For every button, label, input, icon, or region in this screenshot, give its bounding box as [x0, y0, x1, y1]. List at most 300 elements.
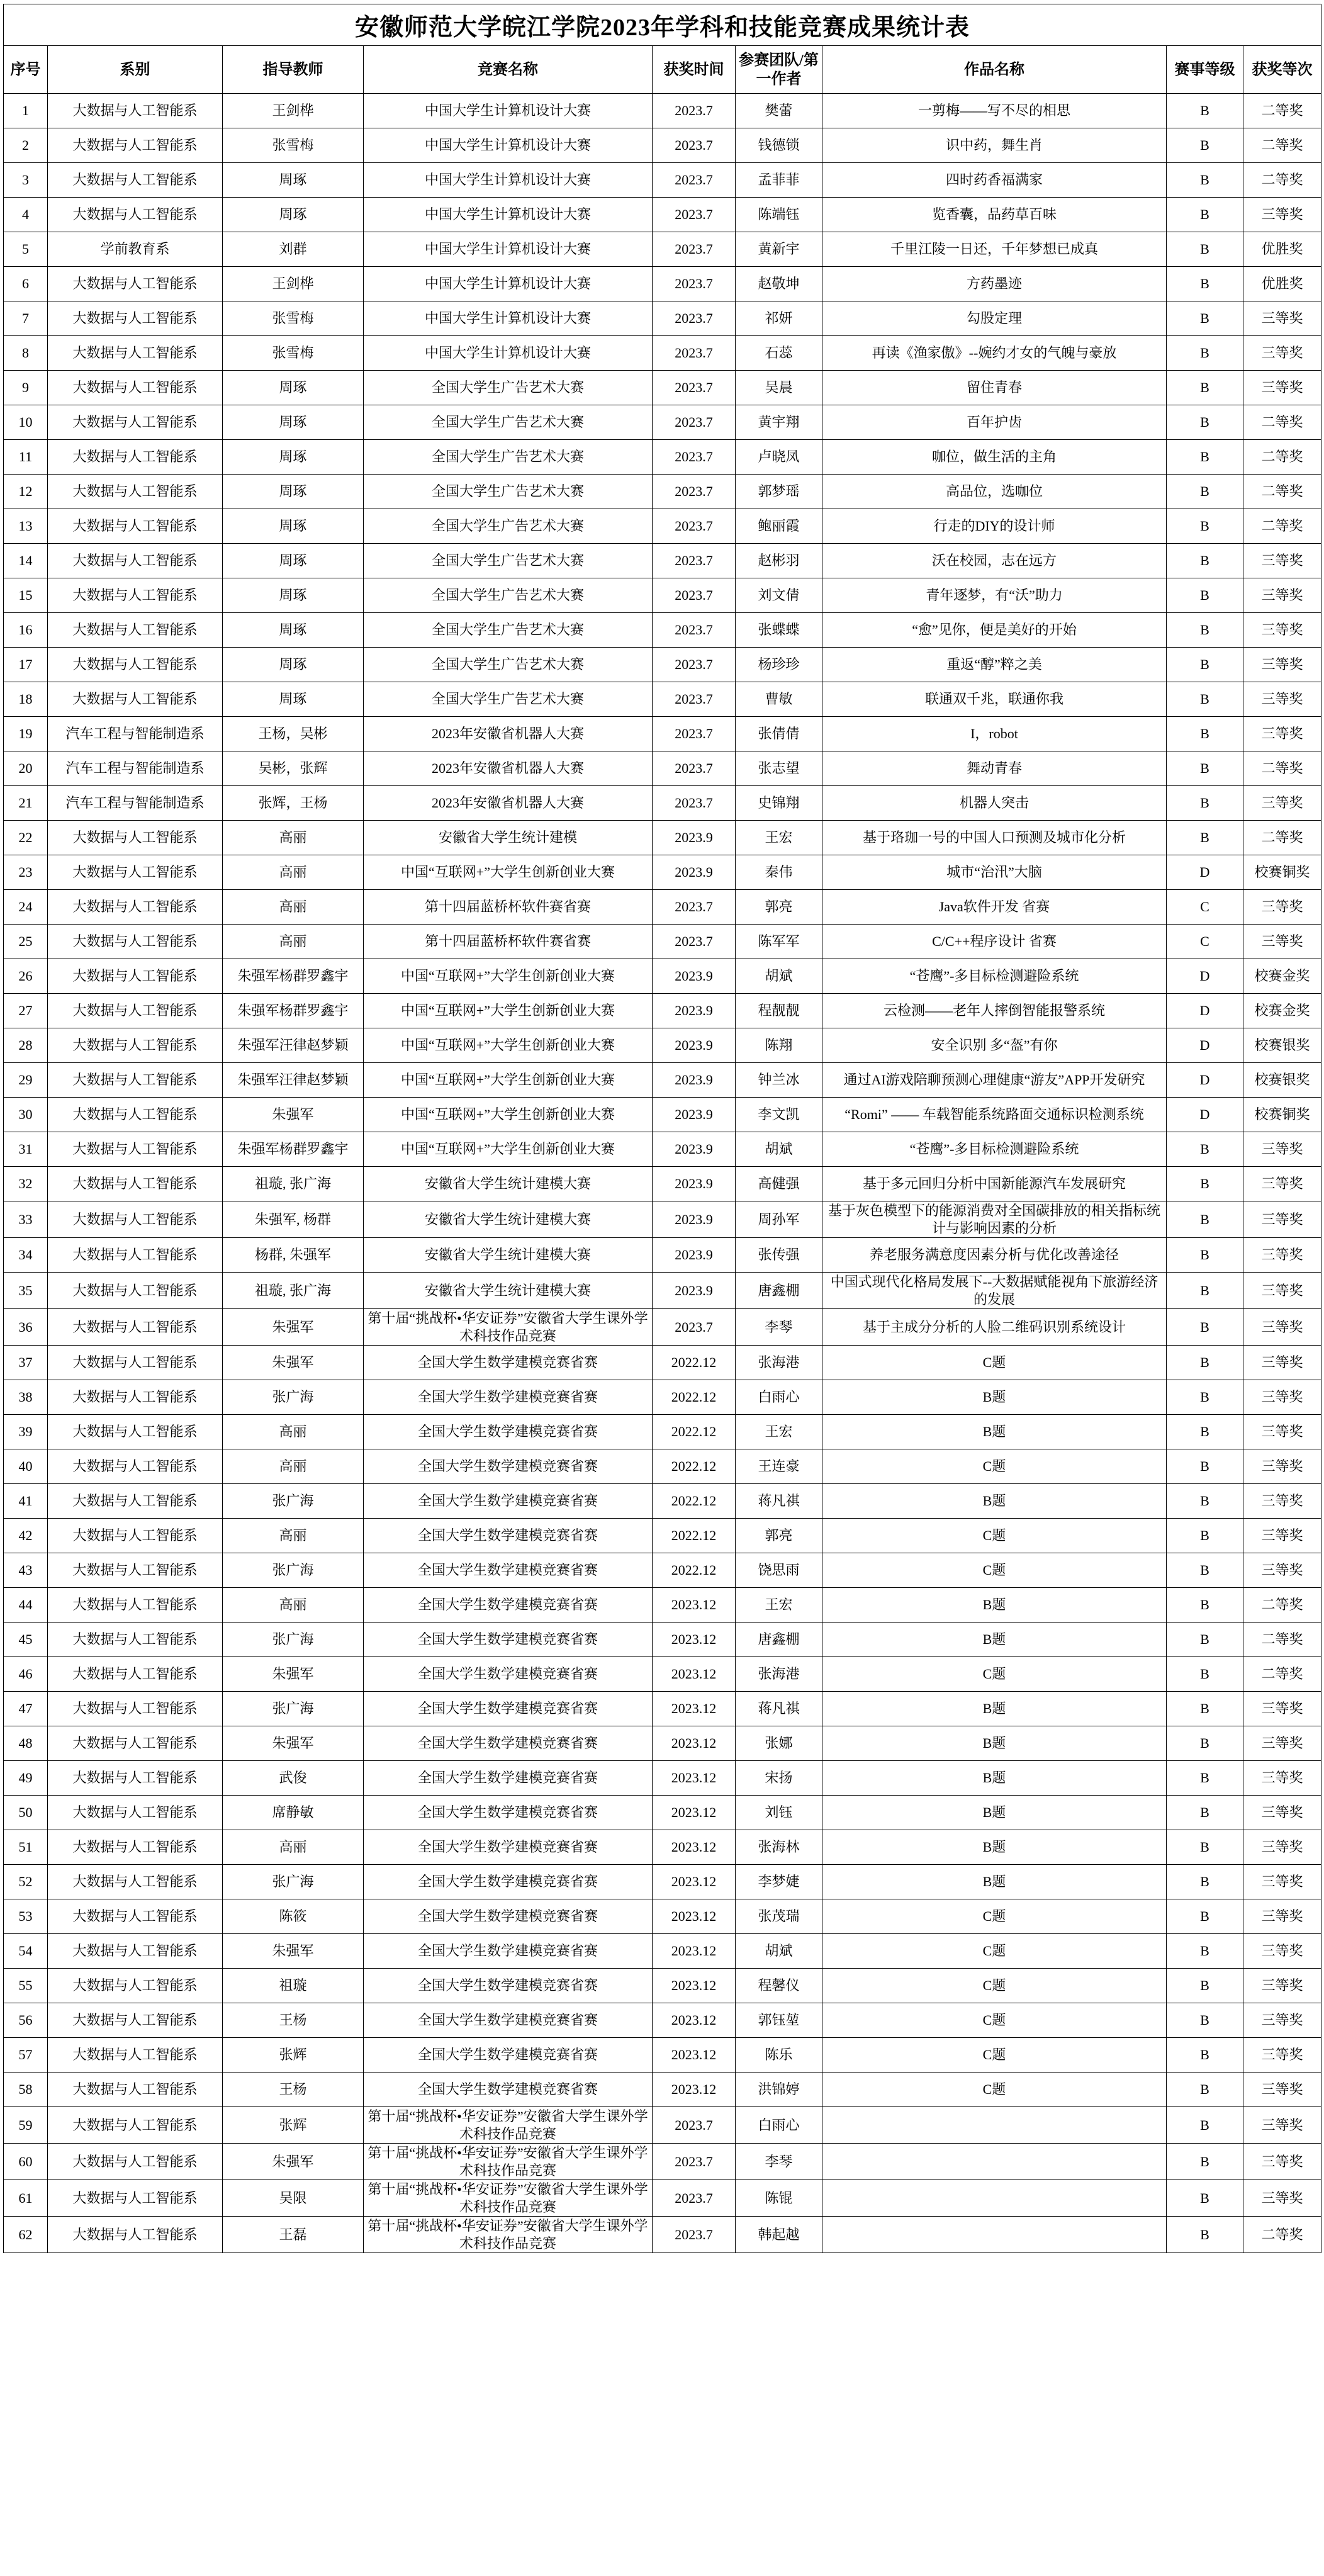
table-row	[4, 440, 1321, 475]
cell-award: 二等奖	[1243, 405, 1321, 440]
cell-teacher: 张广海	[223, 1623, 364, 1657]
cell-award: 三等奖	[1243, 648, 1321, 682]
cell-level: B	[1167, 128, 1243, 163]
cell-work: C题	[822, 2003, 1167, 2038]
cell-competition: 2023年安徽省机器人大赛	[364, 717, 653, 751]
cell-team-author: 王宏	[736, 1588, 822, 1623]
cell-competition: 中国大学生计算机设计大赛	[364, 198, 653, 232]
cell-department: 大数据与人工智能系	[48, 475, 223, 509]
table-row	[4, 821, 1321, 855]
cell-teacher: 张广海	[223, 1865, 364, 1899]
cell-level: B	[1167, 198, 1243, 232]
cell-competition: 全国大学生广告艺术大赛	[364, 405, 653, 440]
table-row	[4, 1063, 1321, 1098]
cell-teacher: 朱强军杨群罗鑫宇	[223, 959, 364, 994]
cell-time: 2023.7	[653, 440, 736, 475]
cell-department: 大数据与人工智能系	[48, 1726, 223, 1761]
cell-no: 18	[4, 682, 48, 717]
cell-department: 大数据与人工智能系	[48, 301, 223, 336]
cell-competition: 中国“互联网+”大学生创新创业大赛	[364, 1063, 653, 1098]
cell-work: C题	[822, 2073, 1167, 2107]
cell-level: B	[1167, 1380, 1243, 1415]
cell-work	[822, 2180, 1167, 2217]
cell-team-author: 郭钰堃	[736, 2003, 822, 2038]
cell-level: B	[1167, 1761, 1243, 1796]
cell-competition: 全国大学生数学建模竞赛省赛	[364, 1830, 653, 1865]
cell-department: 大数据与人工智能系	[48, 1796, 223, 1830]
cell-work: B题	[822, 1761, 1167, 1796]
cell-time: 2023.9	[653, 1201, 736, 1238]
page-title: 安徽师范大学皖江学院2023年学科和技能竞赛成果统计表	[4, 4, 1321, 46]
cell-work: B题	[822, 1623, 1167, 1657]
cell-work: 基于灰色模型下的能源消费对全国碳排放的相关指标统计与影响因素的分析	[822, 1201, 1167, 1238]
cell-work: 览香囊，品药草百味	[822, 198, 1167, 232]
cell-team-author: 李琴	[736, 1309, 822, 1346]
cell-department: 大数据与人工智能系	[48, 1969, 223, 2003]
cell-time: 2023.7	[653, 2144, 736, 2180]
cell-competition: 全国大学生数学建模竞赛省赛	[364, 1969, 653, 2003]
cell-level: B	[1167, 1484, 1243, 1519]
cell-teacher: 高丽	[223, 1415, 364, 1449]
cell-no: 1	[4, 94, 48, 128]
cell-work: “苍鹰”-多目标检测避险系统	[822, 1132, 1167, 1167]
cell-award: 三等奖	[1243, 1969, 1321, 2003]
cell-award: 三等奖	[1243, 613, 1321, 648]
cell-work: C题	[822, 1899, 1167, 1934]
cell-department: 大数据与人工智能系	[48, 2180, 223, 2217]
cell-time: 2022.12	[653, 1380, 736, 1415]
cell-time: 2022.12	[653, 1553, 736, 1588]
table-row	[4, 1553, 1321, 1588]
col-head-competition: 竞赛名称	[364, 46, 653, 94]
cell-award: 三等奖	[1243, 1934, 1321, 1969]
cell-competition: 全国大学生数学建模竞赛省赛	[364, 1899, 653, 1934]
cell-teacher: 周琢	[223, 198, 364, 232]
cell-time: 2023.12	[653, 2073, 736, 2107]
cell-department: 大数据与人工智能系	[48, 94, 223, 128]
cell-team-author: 韩起越	[736, 2217, 822, 2253]
cell-level: B	[1167, 301, 1243, 336]
cell-award: 三等奖	[1243, 1553, 1321, 1588]
cell-competition: 2023年安徽省机器人大赛	[364, 786, 653, 821]
cell-work: 中国式现代化格局发展下--大数据赋能视角下旅游经济的发展	[822, 1273, 1167, 1309]
cell-competition: 中国大学生计算机设计大赛	[364, 94, 653, 128]
cell-competition: 全国大学生广告艺术大赛	[364, 509, 653, 544]
cell-no: 62	[4, 2217, 48, 2253]
cell-department: 大数据与人工智能系	[48, 890, 223, 925]
cell-level: B	[1167, 267, 1243, 301]
cell-award: 校赛金奖	[1243, 994, 1321, 1028]
cell-work: B题	[822, 1484, 1167, 1519]
table-row	[4, 1098, 1321, 1132]
cell-work: I，robot	[822, 717, 1167, 751]
cell-teacher: 祖璇	[223, 1969, 364, 2003]
cell-no: 14	[4, 544, 48, 578]
table-row	[4, 1380, 1321, 1415]
cell-time: 2023.7	[653, 163, 736, 198]
cell-teacher: 朱强军	[223, 1657, 364, 1692]
cell-level: B	[1167, 1796, 1243, 1830]
cell-teacher: 朱强军	[223, 1346, 364, 1380]
cell-competition: 全国大学生广告艺术大赛	[364, 440, 653, 475]
table-row	[4, 1484, 1321, 1519]
results-table	[3, 4, 1321, 2253]
cell-level: D	[1167, 1063, 1243, 1098]
cell-award: 三等奖	[1243, 336, 1321, 371]
cell-competition: 安徽省大学生统计建模大赛	[364, 1201, 653, 1238]
cell-department: 大数据与人工智能系	[48, 1899, 223, 1934]
cell-no: 50	[4, 1796, 48, 1830]
cell-time: 2023.12	[653, 1692, 736, 1726]
cell-competition: 全国大学生广告艺术大赛	[364, 682, 653, 717]
cell-team-author: 白雨心	[736, 1380, 822, 1415]
cell-competition: 安徽省大学生统计建模大赛	[364, 1167, 653, 1201]
table-row	[4, 1865, 1321, 1899]
table-row	[4, 1167, 1321, 1201]
table-row	[4, 1309, 1321, 1346]
cell-award: 三等奖	[1243, 1899, 1321, 1934]
cell-time: 2023.12	[653, 1657, 736, 1692]
cell-level: B	[1167, 2073, 1243, 2107]
cell-level: B	[1167, 1309, 1243, 1346]
cell-level: B	[1167, 648, 1243, 682]
cell-level: D	[1167, 855, 1243, 890]
cell-no: 24	[4, 890, 48, 925]
cell-competition: 全国大学生广告艺术大赛	[364, 578, 653, 613]
cell-award: 三等奖	[1243, 301, 1321, 336]
cell-team-author: 张倩倩	[736, 717, 822, 751]
table-row	[4, 2180, 1321, 2217]
cell-time: 2023.12	[653, 1726, 736, 1761]
cell-team-author: 黄宇翔	[736, 405, 822, 440]
cell-award: 二等奖	[1243, 440, 1321, 475]
cell-work: 百年护齿	[822, 405, 1167, 440]
cell-department: 大数据与人工智能系	[48, 1865, 223, 1899]
cell-work: 再读《渔家傲》--婉约才女的气魄与豪放	[822, 336, 1167, 371]
table-row	[4, 2217, 1321, 2253]
cell-level: D	[1167, 1028, 1243, 1063]
cell-competition: 中国“互联网+”大学生创新创业大赛	[364, 1098, 653, 1132]
table-row	[4, 2144, 1321, 2180]
cell-department: 汽车工程与智能制造系	[48, 786, 223, 821]
cell-no: 56	[4, 2003, 48, 2038]
cell-team-author: 陈翔	[736, 1028, 822, 1063]
cell-teacher: 张雪梅	[223, 301, 364, 336]
table-row	[4, 1899, 1321, 1934]
cell-competition: 第十届“挑战杯•华安证券”安徽省大学生课外学术科技作品竞赛	[364, 1309, 653, 1346]
cell-no: 12	[4, 475, 48, 509]
cell-time: 2023.12	[653, 1899, 736, 1934]
cell-team-author: 高健强	[736, 1167, 822, 1201]
cell-team-author: 黄新宇	[736, 232, 822, 267]
table-row	[4, 2107, 1321, 2144]
cell-department: 大数据与人工智能系	[48, 1623, 223, 1657]
cell-time: 2023.12	[653, 2003, 736, 2038]
cell-level: D	[1167, 959, 1243, 994]
cell-competition: 中国大学生计算机设计大赛	[364, 163, 653, 198]
cell-competition: 中国“互联网+”大学生创新创业大赛	[364, 855, 653, 890]
cell-teacher: 吴彬，张辉	[223, 751, 364, 786]
cell-level: B	[1167, 2180, 1243, 2217]
cell-team-author: 鲍丽霞	[736, 509, 822, 544]
cell-department: 大数据与人工智能系	[48, 855, 223, 890]
cell-competition: 全国大学生数学建模竞赛省赛	[364, 1692, 653, 1726]
cell-work: 方药墨迹	[822, 267, 1167, 301]
cell-award: 三等奖	[1243, 2180, 1321, 2217]
col-head-time: 获奖时间	[653, 46, 736, 94]
table-row	[4, 786, 1321, 821]
cell-level: B	[1167, 509, 1243, 544]
cell-time: 2023.12	[653, 1865, 736, 1899]
cell-level: B	[1167, 1692, 1243, 1726]
cell-work: 青年逐梦，有“沃”助力	[822, 578, 1167, 613]
table-row	[4, 371, 1321, 405]
cell-competition: 全国大学生广告艺术大赛	[364, 544, 653, 578]
cell-department: 大数据与人工智能系	[48, 1273, 223, 1309]
cell-level: B	[1167, 1449, 1243, 1484]
cell-team-author: 王宏	[736, 821, 822, 855]
cell-department: 大数据与人工智能系	[48, 198, 223, 232]
cell-competition: 中国“互联网+”大学生创新创业大赛	[364, 1028, 653, 1063]
cell-department: 大数据与人工智能系	[48, 1519, 223, 1553]
cell-team-author: 刘文倩	[736, 578, 822, 613]
cell-work: 安全识别 多“盔”有你	[822, 1028, 1167, 1063]
cell-department: 学前教育系	[48, 232, 223, 267]
cell-department: 大数据与人工智能系	[48, 1346, 223, 1380]
cell-level: B	[1167, 1132, 1243, 1167]
cell-competition: 全国大学生数学建模竞赛省赛	[364, 1380, 653, 1415]
cell-no: 11	[4, 440, 48, 475]
cell-department: 大数据与人工智能系	[48, 128, 223, 163]
cell-competition: 全国大学生数学建模竞赛省赛	[364, 2003, 653, 2038]
cell-teacher: 张广海	[223, 1484, 364, 1519]
cell-department: 大数据与人工智能系	[48, 1415, 223, 1449]
cell-level: B	[1167, 371, 1243, 405]
cell-team-author: 王宏	[736, 1415, 822, 1449]
cell-time: 2023.7	[653, 267, 736, 301]
cell-department: 大数据与人工智能系	[48, 1657, 223, 1692]
cell-department: 大数据与人工智能系	[48, 371, 223, 405]
cell-department: 大数据与人工智能系	[48, 1028, 223, 1063]
col-head-award: 获奖等次	[1243, 46, 1321, 94]
cell-award: 二等奖	[1243, 128, 1321, 163]
cell-team-author: 赵彬羽	[736, 544, 822, 578]
cell-time: 2023.9	[653, 1167, 736, 1201]
cell-award: 三等奖	[1243, 1415, 1321, 1449]
cell-award: 三等奖	[1243, 2038, 1321, 2073]
cell-level: B	[1167, 1201, 1243, 1238]
cell-department: 大数据与人工智能系	[48, 959, 223, 994]
cell-award: 三等奖	[1243, 1238, 1321, 1273]
cell-no: 27	[4, 994, 48, 1028]
col-head-department: 系别	[48, 46, 223, 94]
cell-team-author: 李梦婕	[736, 1865, 822, 1899]
cell-level: B	[1167, 2003, 1243, 2038]
table-row	[4, 925, 1321, 959]
cell-competition: 全国大学生数学建模竞赛省赛	[364, 1553, 653, 1588]
cell-award: 三等奖	[1243, 1309, 1321, 1346]
cell-teacher: 周琢	[223, 509, 364, 544]
cell-work: 基于珞珈一号的中国人口预测及城市化分析	[822, 821, 1167, 855]
cell-teacher: 高丽	[223, 890, 364, 925]
table-row	[4, 198, 1321, 232]
cell-award: 二等奖	[1243, 1588, 1321, 1623]
table-row	[4, 2003, 1321, 2038]
cell-no: 57	[4, 2038, 48, 2073]
cell-award: 三等奖	[1243, 1346, 1321, 1380]
cell-team-author: 樊蕾	[736, 94, 822, 128]
cell-teacher: 朱强军	[223, 1934, 364, 1969]
cell-competition: 全国大学生数学建模竞赛省赛	[364, 1657, 653, 1692]
cell-teacher: 周琢	[223, 405, 364, 440]
cell-team-author: 钱德锁	[736, 128, 822, 163]
cell-team-author: 曹敏	[736, 682, 822, 717]
cell-time: 2023.9	[653, 994, 736, 1028]
cell-work: B题	[822, 1380, 1167, 1415]
cell-time: 2023.7	[653, 786, 736, 821]
cell-award: 三等奖	[1243, 578, 1321, 613]
cell-teacher: 吴限	[223, 2180, 364, 2217]
cell-award: 三等奖	[1243, 1519, 1321, 1553]
table-row	[4, 717, 1321, 751]
cell-work: B题	[822, 1865, 1167, 1899]
cell-teacher: 张广海	[223, 1380, 364, 1415]
cell-level: B	[1167, 1588, 1243, 1623]
table-row	[4, 544, 1321, 578]
cell-time: 2022.12	[653, 1484, 736, 1519]
cell-teacher: 刘群	[223, 232, 364, 267]
cell-work: 城市“治汛”大脑	[822, 855, 1167, 890]
cell-time: 2023.9	[653, 1273, 736, 1309]
table-row	[4, 1519, 1321, 1553]
cell-no: 10	[4, 405, 48, 440]
cell-award: 三等奖	[1243, 682, 1321, 717]
cell-level: B	[1167, 1519, 1243, 1553]
cell-competition: 全国大学生数学建模竞赛省赛	[364, 1588, 653, 1623]
cell-award: 二等奖	[1243, 821, 1321, 855]
cell-teacher: 张雪梅	[223, 128, 364, 163]
cell-competition: 第十届“挑战杯•华安证券”安徽省大学生课外学术科技作品竞赛	[364, 2144, 653, 2180]
cell-no: 9	[4, 371, 48, 405]
cell-teacher: 王杨	[223, 2073, 364, 2107]
cell-department: 大数据与人工智能系	[48, 2003, 223, 2038]
table-row	[4, 1588, 1321, 1623]
cell-department: 大数据与人工智能系	[48, 1692, 223, 1726]
cell-level: B	[1167, 1167, 1243, 1201]
cell-level: B	[1167, 1830, 1243, 1865]
cell-award: 二等奖	[1243, 1657, 1321, 1692]
cell-department: 大数据与人工智能系	[48, 1201, 223, 1238]
table-row	[4, 1449, 1321, 1484]
cell-department: 大数据与人工智能系	[48, 544, 223, 578]
cell-team-author: 李文凯	[736, 1098, 822, 1132]
cell-level: B	[1167, 751, 1243, 786]
cell-work: C题	[822, 1346, 1167, 1380]
cell-no: 31	[4, 1132, 48, 1167]
cell-time: 2022.12	[653, 1415, 736, 1449]
cell-time: 2023.7	[653, 336, 736, 371]
cell-level: B	[1167, 2038, 1243, 2073]
cell-award: 二等奖	[1243, 94, 1321, 128]
cell-level: B	[1167, 1238, 1243, 1273]
cell-work: B题	[822, 1588, 1167, 1623]
cell-time: 2023.9	[653, 855, 736, 890]
cell-time: 2023.12	[653, 2038, 736, 2073]
cell-level: B	[1167, 786, 1243, 821]
cell-no: 8	[4, 336, 48, 371]
table-row	[4, 1830, 1321, 1865]
table-row	[4, 336, 1321, 371]
cell-no: 37	[4, 1346, 48, 1380]
col-head-no: 序号	[4, 46, 48, 94]
cell-competition: 中国“互联网+”大学生创新创业大赛	[364, 1132, 653, 1167]
cell-work: 基于主成分分析的人脸二维码识别系统设计	[822, 1309, 1167, 1346]
cell-team-author: 唐鑫棚	[736, 1623, 822, 1657]
header-row	[4, 46, 1321, 94]
cell-time: 2023.12	[653, 1588, 736, 1623]
table-row	[4, 855, 1321, 890]
cell-teacher: 张辉	[223, 2107, 364, 2144]
cell-time: 2023.9	[653, 1028, 736, 1063]
cell-time: 2023.7	[653, 198, 736, 232]
table-row	[4, 301, 1321, 336]
cell-no: 48	[4, 1726, 48, 1761]
cell-teacher: 王磊	[223, 2217, 364, 2253]
cell-department: 大数据与人工智能系	[48, 1238, 223, 1273]
cell-department: 大数据与人工智能系	[48, 267, 223, 301]
cell-competition: 全国大学生数学建模竞赛省赛	[364, 1484, 653, 1519]
cell-department: 大数据与人工智能系	[48, 648, 223, 682]
cell-work: C题	[822, 1657, 1167, 1692]
cell-teacher: 周琢	[223, 163, 364, 198]
cell-teacher: 高丽	[223, 925, 364, 959]
cell-level: C	[1167, 925, 1243, 959]
cell-no: 46	[4, 1657, 48, 1692]
cell-work: 通过AI游戏陪聊预测心理健康“游友”APP开发研究	[822, 1063, 1167, 1098]
cell-award: 校赛银奖	[1243, 1028, 1321, 1063]
cell-competition: 安徽省大学生统计建模大赛	[364, 1273, 653, 1309]
cell-award: 三等奖	[1243, 2107, 1321, 2144]
col-head-work: 作品名称	[822, 46, 1167, 94]
cell-time: 2023.9	[653, 959, 736, 994]
cell-team-author: 张海港	[736, 1657, 822, 1692]
table-row	[4, 682, 1321, 717]
cell-work: B题	[822, 1415, 1167, 1449]
cell-no: 59	[4, 2107, 48, 2144]
cell-level: B	[1167, 1553, 1243, 1588]
cell-competition: 全国大学生数学建模竞赛省赛	[364, 1346, 653, 1380]
cell-award: 三等奖	[1243, 1449, 1321, 1484]
cell-competition: 中国大学生计算机设计大赛	[364, 232, 653, 267]
cell-award: 三等奖	[1243, 890, 1321, 925]
cell-department: 大数据与人工智能系	[48, 163, 223, 198]
cell-work: 机器人突击	[822, 786, 1167, 821]
cell-work	[822, 2144, 1167, 2180]
cell-no: 20	[4, 751, 48, 786]
cell-teacher: 朱强军	[223, 1309, 364, 1346]
cell-team-author: 白雨心	[736, 2107, 822, 2144]
cell-work: 联通双千兆，联通你我	[822, 682, 1167, 717]
cell-level: B	[1167, 1415, 1243, 1449]
cell-time: 2023.7	[653, 405, 736, 440]
cell-competition: 中国大学生计算机设计大赛	[364, 128, 653, 163]
cell-competition: 全国大学生广告艺术大赛	[364, 371, 653, 405]
cell-department: 大数据与人工智能系	[48, 1484, 223, 1519]
cell-no: 54	[4, 1934, 48, 1969]
cell-teacher: 周琢	[223, 371, 364, 405]
cell-team-author: 赵敬坤	[736, 267, 822, 301]
cell-team-author: 陈锟	[736, 2180, 822, 2217]
